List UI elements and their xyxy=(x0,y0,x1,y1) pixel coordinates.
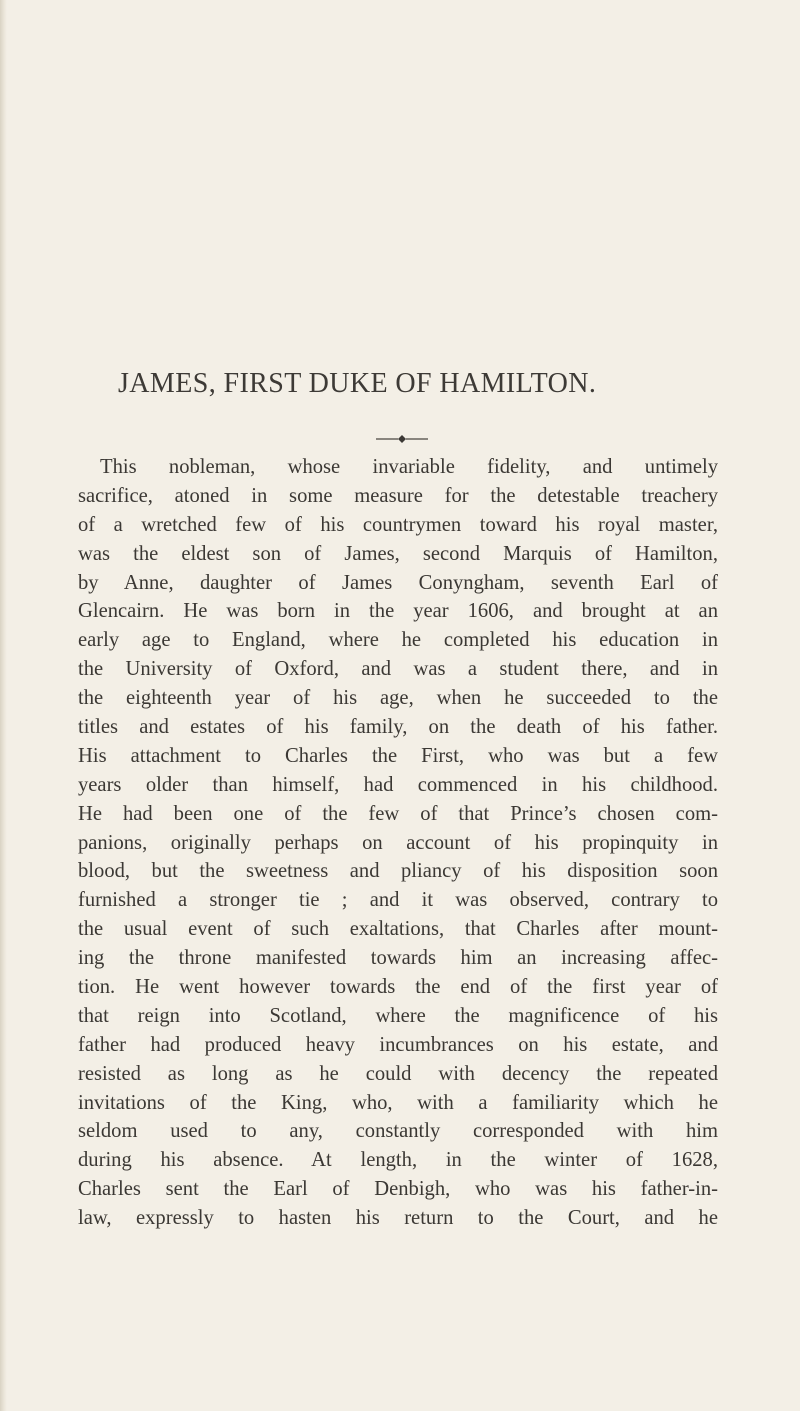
text-line: father had produced heavy incumbrances on his estate, and xyxy=(78,1033,718,1056)
text-line: ing the throne manifested towards him an increasing affec- xyxy=(78,947,718,970)
text-line: titles and estates of his family, on the death of his father. xyxy=(78,716,718,739)
text-line: tion. He went however towards the end of the first year of xyxy=(78,976,718,999)
text-line: by Anne, daughter of James Conyngham, seventh Earl of xyxy=(78,571,718,594)
page-binding-edge xyxy=(0,0,7,1411)
text-line: Glencairn. He was born in the year 1606, and brought at an xyxy=(78,600,718,623)
body-text xyxy=(78,453,718,1233)
text-line: early age to England, where he completed his education in xyxy=(78,629,718,652)
text-line: of a wretched few of his countrymen toward his royal master, xyxy=(78,513,718,536)
text-line: This nobleman, whose invariable fidelity, and untimely xyxy=(100,456,718,478)
text-line: was the eldest son of James, second Marquis of Hamilton, xyxy=(78,542,718,565)
chapter-heading: JAMES, FIRST DUKE OF HAMILTON. xyxy=(118,368,597,399)
text-line: He had been one of the few of that Prince’s chosen com- xyxy=(78,802,718,825)
text-line: law, expressly to hasten his return to the Court, and he xyxy=(78,1207,718,1230)
text-line: furnished a stronger tie ; and it was observed, contrary to xyxy=(78,889,718,912)
text-line: sacrifice, atoned in some measure for the detestable treachery xyxy=(78,484,718,507)
text-line: the University of Oxford, and was a student there, and in xyxy=(78,658,718,681)
text-line: His attachment to Charles the First, who was but a few xyxy=(78,744,718,767)
text-line: that reign into Scotland, where the magnificence of his xyxy=(78,1004,718,1027)
text-line: resisted as long as he could with decency the repeated xyxy=(78,1062,718,1085)
text-line: Charles sent the Earl of Denbigh, who was his father-in- xyxy=(78,1178,718,1201)
text-line: seldom used to any, constantly corresponded with him xyxy=(78,1120,718,1143)
text-line: panions, originally perhaps on account of his propinquity in xyxy=(78,831,718,854)
text-line: the usual event of such exaltations, that Charles after mount- xyxy=(78,918,718,941)
text-line: during his absence. At length, in the winter of 1628, xyxy=(78,1149,718,1172)
text-line: years older than himself, had commenced in his childhood. xyxy=(78,773,718,796)
text-line: blood, but the sweetness and pliancy of his disposition soon xyxy=(78,860,718,883)
text-line: the eighteenth year of his age, when he succeeded to the xyxy=(78,687,718,710)
diamond-rule-ornament-icon xyxy=(376,434,428,444)
text-line: invitations of the King, who, with a familiarity which he xyxy=(78,1091,718,1114)
